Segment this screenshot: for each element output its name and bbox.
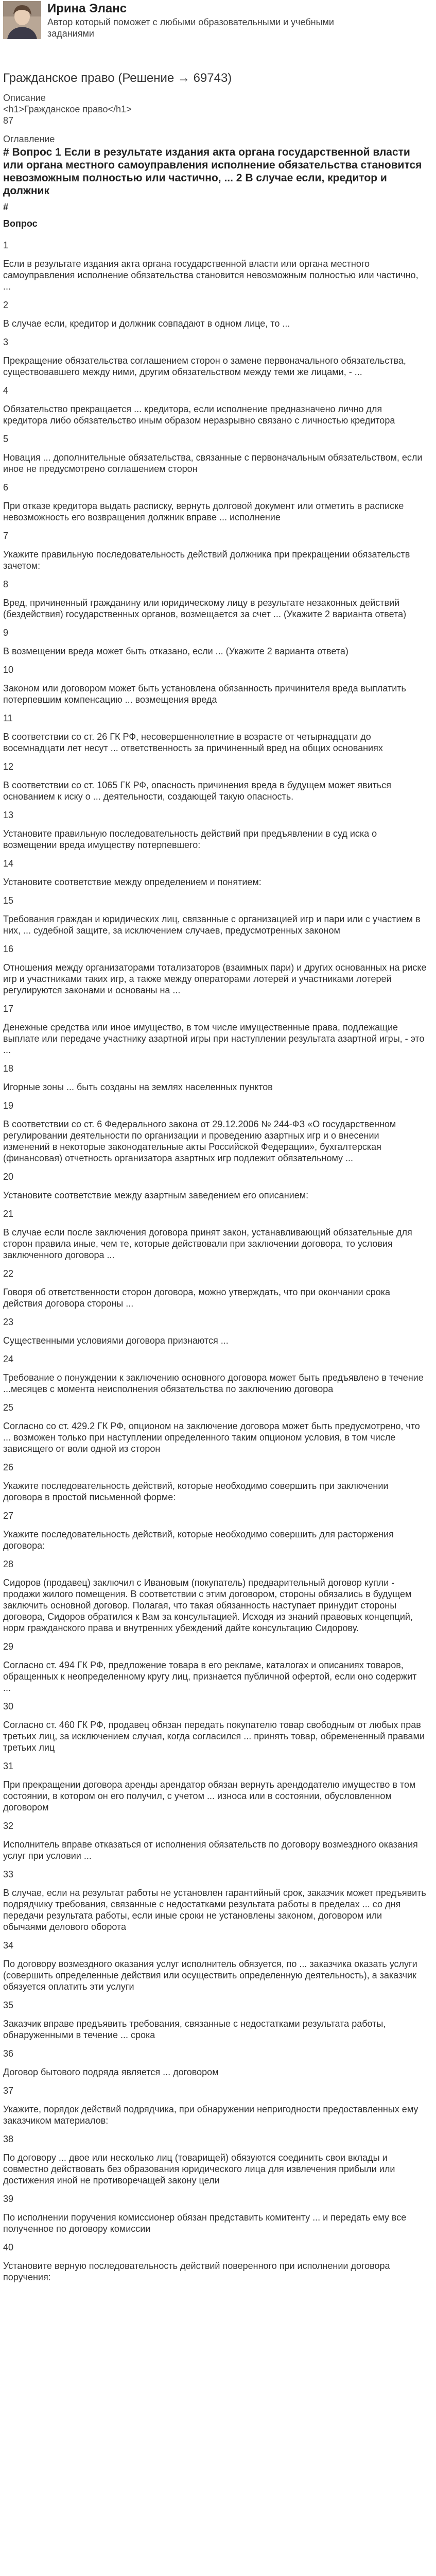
question-text: Игорные зоны ... быть созданы на землях населенных пунктов (3, 1081, 273, 1092)
list-item (3, 1760, 427, 1813)
list-item (3, 433, 427, 474)
question-number: 4 (3, 385, 9, 396)
author-name[interactable]: Ирина Эланс (47, 2, 127, 15)
list-item (3, 1208, 427, 1261)
list-item (3, 1701, 427, 1753)
question-number: 25 (3, 1402, 14, 1413)
question-number: 5 (3, 433, 9, 444)
author-profile (3, 0, 427, 55)
list-item (3, 299, 427, 329)
list-item (3, 895, 427, 936)
hash-marker: # (3, 202, 9, 213)
question-number: 32 (3, 1820, 14, 1831)
question-text: Денежные средства или иное имущество, в том числе имущественные права, подлежащие выплате или передаче участнику азартной игры при наступлении результата азартной игры, - это ... (3, 1022, 425, 1055)
question-text: Договор бытового подряда является ... договором (3, 2066, 219, 2077)
list-item (3, 1999, 427, 2041)
list-item (3, 2242, 427, 2283)
question-text: Исполнитель вправе отказаться от исполнения обязательств по договору возмездного оказания услуг при условии ... (3, 1839, 418, 1861)
question-text: Укажите, порядок действий подрядчика, при обнаружении непригодности предоставленных ему заказчиком материалов: (3, 2104, 418, 2126)
question-number: 36 (3, 2048, 14, 2059)
question-number: 18 (3, 1063, 14, 1074)
list-item (3, 1353, 427, 1395)
author-avatar[interactable] (3, 1, 41, 39)
list-item (3, 1940, 427, 1992)
question-text: Прекращение обязательства соглашением сторон о замене первоначального обязательства, существовавшего между ними, другим обязательством между теми же лицами, - ... (3, 355, 406, 377)
question-text: Отношения между организаторами тотализаторов (взаимных пари) и других основанных на риске игр и участниками таких игр, а также между операторами лотерей и участниками лотерей регулируются законами и основаны на ... (3, 962, 427, 995)
question-number: 37 (3, 2085, 14, 2096)
question-text: При прекращении договора аренды арендатор обязан вернуть арендодателю имущество в том состоянии, в котором он его получил, с учетом ... износа или в состоянии, обусловленном договором (3, 1779, 416, 1812)
question-text: Согласно ст. 494 ГК РФ, предложение товара в его рекламе, каталогах и описаниях товаров, обращенных к неопределенному кругу лиц, признается публичной офертой, если оно содержит ... (3, 1659, 417, 1693)
question-text: Существенными условиями договора признаются ... (3, 1335, 229, 1346)
list-item (3, 627, 427, 657)
list-item (3, 809, 427, 851)
question-number: 14 (3, 858, 14, 869)
question-number: 30 (3, 1701, 14, 1711)
document-title: Гражданское право (Решение → 69743) (3, 71, 232, 85)
question-number: 3 (3, 336, 9, 347)
question-number: 24 (3, 1353, 14, 1364)
list-item (3, 713, 427, 754)
person-photo-icon (3, 1, 41, 39)
question-text: При отказе кредитора выдать расписку, вернуть долговой документ или отметить в расписке невозможность его возвращения должник вправе ... исполнение (3, 500, 404, 522)
question-number: 35 (3, 1999, 14, 2010)
question-text: Сидоров (продавец) заключил с Ивановым (покупатель) предварительный договор купли - продажи жилого помещения. В соответствии с этим договором, стороны обязались в будущем заключить основной договор. Полагая, что такая обязанность наступает принудит стороны договора, Сидоров обратился к Вам за консультацией. Исходя из знаний правовых концепций, норм гражданского права и внутренних убеждений дайте консультацию Сидорову. (3, 1577, 413, 1633)
list-item (3, 1100, 427, 1164)
question-number: 16 (3, 943, 14, 954)
list-item (3, 1820, 427, 1861)
question-text: Согласно ст. 460 ГК РФ, продавец обязан передать покупателю товар свободным от любых прав третьих лиц, за исключением случая, когда согласился ... принять товар, обремененный правами третьих лиц (3, 1719, 425, 1753)
question-text: По договору ... двое или несколько лиц (товарищей) обязуются соединить свои вклады и совместно действовать без образования юридического лица для извлечения прибыли или достижения иной не противоречащей закону цели (3, 2152, 395, 2185)
question-number: 27 (3, 1510, 14, 1521)
main-heading: # Вопрос 1 Если в результате издания акта органа государственной власти или органа местного самоуправления исполнение обязательства становится невозможным полностью или частично, ... 2 В случае если, кредитор и должник (3, 146, 422, 197)
toc-label: Оглавление (3, 134, 55, 145)
question-text: В соответствии со ст. 1065 ГК РФ, опасность причинения вреда в будущем может явиться основанием к иску о ... деятельности, создающей такую опасность. (3, 779, 392, 802)
question-number: 8 (3, 579, 9, 589)
list-item (3, 2048, 427, 2078)
question-text: В возмещении вреда может быть отказано, если ... (Укажите 2 варианта ответа) (3, 646, 348, 656)
question-number: 23 (3, 1316, 14, 1327)
document-count: 87 (3, 115, 14, 126)
question-text: В случае если, кредитор и должник совпадают в одном лице, то ... (3, 318, 290, 329)
question-text: Укажите последовательность действий, которые необходимо совершить для расторжения договора: (3, 1529, 394, 1551)
description-raw: <h1>Гражданское право</h1> (3, 104, 132, 115)
question-text: В соответствии со ст. 26 ГК РФ, несовершеннолетние в возрасте от четырнадцати до восемнадцати лет несут ... ответственность за причиненный вред на общих основаниях (3, 731, 383, 753)
list-item (3, 1558, 427, 1634)
list-item (3, 1402, 427, 1454)
list-item (3, 1171, 427, 1201)
question-text: В случае если после заключения договора принят закон, устанавливающий обязательные для сторон правила иные, чем те, которые действовали при заключении договора, то условия заключенного договора ... (3, 1227, 412, 1260)
question-number: 19 (3, 1100, 14, 1111)
question-text: Обязательство прекращается ... кредитора, если исполнение предназначено лично для кредитора либо обязательство иным образом неразрывно связано с личностью кредитора (3, 403, 395, 426)
question-text: Требование о понуждении к заключению основного договора может быть предъявлено в течение ...месяцев с момента неисполнения обязательства по заключению договора (3, 1372, 424, 1394)
list-item (3, 943, 427, 996)
list-item (3, 761, 427, 802)
question-text: Укажите правильную последовательность действий должника при прекращении обязательств зачетом: (3, 549, 410, 571)
question-number: 31 (3, 1760, 14, 1771)
question-number: 33 (3, 1869, 14, 1879)
list-item (3, 579, 427, 620)
question-number: 12 (3, 761, 14, 772)
question-number: 38 (3, 2133, 14, 2144)
question-text: Требования граждан и юридических лиц, связанные с организацией игр и пари или с участием в них, ... судебной защите, за исключением случаев, предусмотренных законом (3, 913, 421, 936)
author-info (47, 1, 377, 39)
author-description: Автор который поможет с любыми образовательными и учебными заданиями (47, 17, 334, 39)
questions-label: Вопрос (3, 218, 38, 229)
question-list (3, 240, 427, 2283)
question-number: 9 (3, 627, 9, 638)
question-text: Если в результате издания акта органа государственной власти или органа местного самоуправления исполнение обязательства становится невозможным полностью или частично, ... (3, 258, 418, 292)
question-text: По исполнении поручения комиссионер обязан представить комитенту ... и передать ему все полученное по договору комиссии (3, 2212, 407, 2234)
question-text: Установите соответствие между определением и понятием: (3, 876, 261, 887)
question-number: 28 (3, 1558, 14, 1569)
question-number: 1 (3, 240, 9, 250)
question-number: 40 (3, 2242, 14, 2252)
question-text: Установите верную последовательность действий поверенного при исполнении договора поручения: (3, 2260, 390, 2282)
list-item (3, 1003, 427, 1056)
list-item (3, 1641, 427, 1693)
question-text: Укажите последовательность действий, которые необходимо совершить при заключении договора в простой письменной форме: (3, 1480, 389, 1502)
list-item (3, 385, 427, 426)
list-item (3, 336, 427, 378)
question-number: 15 (3, 895, 14, 906)
question-text: Установите соответствие между азартным заведением его описанием: (3, 1190, 309, 1200)
question-text: Согласно со ст. 429.2 ГК РФ, опционом на заключение договора может быть предусмотрено, что ... возможен только при наступлении определенного таким опционом условия, в том числе зависящего от воли одной из сторон (3, 1420, 420, 1454)
question-text: Заказчик вправе предъявить требования, связанные с недостатками результата работы, обнаруженными в течение ... срока (3, 2018, 386, 2040)
question-text: По договору возмездного оказания услуг исполнитель обязуется, по ... заказчика оказать услуги (совершить определенные действия или осуществить определенную деятельность), а заказчик обязуется оплатить эти услуги (3, 1958, 417, 1992)
list-item (3, 2133, 427, 2186)
list-item (3, 240, 427, 292)
question-number: 26 (3, 1462, 14, 1472)
list-item (3, 1869, 427, 1933)
list-item (3, 664, 427, 705)
question-number: 11 (3, 713, 13, 723)
question-number: 2 (3, 299, 9, 310)
question-number: 39 (3, 2193, 14, 2204)
list-item (3, 2193, 427, 2234)
question-number: 10 (3, 664, 14, 675)
description-label: Описание (3, 93, 46, 104)
list-item (3, 482, 427, 523)
question-number: 29 (3, 1641, 14, 1652)
list-item (3, 1462, 427, 1503)
question-text: В соответствии со ст. 6 Федерального закона от 29.12.2006 № 244-ФЗ «О государственном регулировании деятельности по организации и проведению азартных игр и о внесении изменений в некоторые законодательные акты Российской Федерации», бухгалтерская (финансовая) отчетность организатора азартных игр подлежит обязательному ... (3, 1118, 396, 1163)
list-item (3, 1316, 427, 1346)
question-text: Установите правильную последовательность действий при предъявлении в суд иска о возмещении вреда имуществу потерпевшего: (3, 828, 377, 850)
list-item (3, 1510, 427, 1551)
question-text: Новация ... дополнительные обязательства, связанные с первоначальным обязательством, если иное не предусмотрено соглашением сторон (3, 452, 423, 474)
question-number: 20 (3, 1171, 14, 1182)
question-number: 13 (3, 809, 14, 820)
list-item (3, 1268, 427, 1309)
question-number: 21 (3, 1208, 14, 1219)
question-text: Вред, причиненный гражданину или юридическому лицу в результате незаконных действий (бездействия) государственных органов, возмещается за счет ... (Укажите 2 варианта ответа) (3, 597, 407, 619)
question-number: 7 (3, 530, 9, 541)
question-number: 34 (3, 1940, 14, 1951)
question-number: 22 (3, 1268, 14, 1279)
question-number: 17 (3, 1003, 14, 1014)
list-item (3, 2085, 427, 2126)
question-text: Говоря об ответственности сторон договора, можно утверждать, что при окончании срока действия договора стороны ... (3, 1286, 391, 1309)
question-text: В случае, если на результат работы не установлен гарантийный срок, заказчик может предъявить подрядчику требования, связанные с недостатками результата работы в пределах ... со дня передачи результата работы, если иные сроки не установлены законом, договором или обычаями делового оборота (3, 1887, 426, 1932)
question-text: Законом или договором может быть установлена обязанность причинителя вреда выплатить потерпевшим компенсацию ... возмещения вреда (3, 683, 406, 705)
list-item (3, 1063, 427, 1093)
list-item (3, 858, 427, 888)
list-item (3, 530, 427, 571)
question-number: 6 (3, 482, 9, 493)
